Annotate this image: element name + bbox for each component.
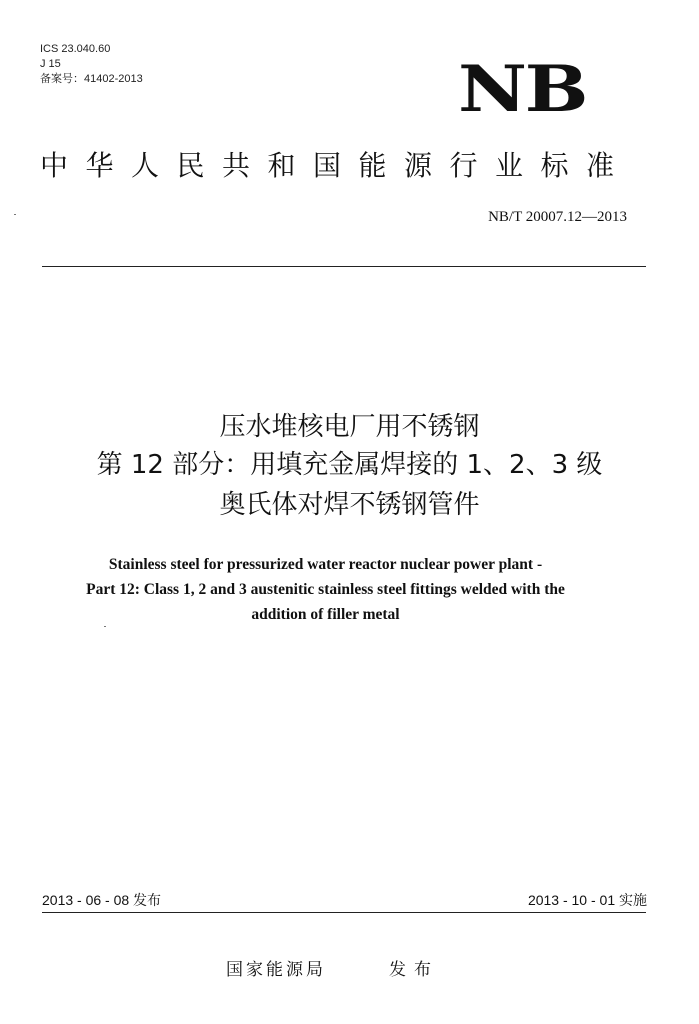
- publish-date: 2013 - 06 - 08 发布: [42, 892, 162, 908]
- en-title-line-3: addition of filler metal: [251, 606, 400, 623]
- footer-divider: [42, 912, 646, 913]
- header-divider: [42, 266, 646, 267]
- cn-title-line-3: 奥氏体对焊不锈钢管件: [219, 490, 480, 520]
- publish-label: 发布: [389, 960, 439, 980]
- nb-logo: NB: [458, 52, 587, 127]
- en-title-line-1: Stainless steel for pressurized water reactor nuclear power plant -: [108, 556, 543, 573]
- scan-speck: [14, 214, 16, 215]
- standard-category-title: 中华人民共和国能源行业标准: [40, 149, 632, 182]
- implement-date: 2013 - 10 - 01 实施: [527, 892, 647, 908]
- ccs-code: J 15: [40, 58, 61, 70]
- cn-title-line-2: 第 12 部分：用填充金属焊接的 1、2、3 级: [96, 450, 603, 480]
- record-number: 备案号：41402-2013: [40, 73, 143, 85]
- scan-speck: [104, 626, 106, 627]
- en-title-line-2: Part 12: Class 1, 2 and 3 austenitic stainless steel fittings welded with the: [86, 581, 565, 598]
- ics-code: ICS 23.040.60: [40, 43, 111, 55]
- publisher-name: 国家能源局: [226, 960, 326, 980]
- standard-number: NB/T 20007.12—2013: [488, 209, 627, 225]
- cn-title-line-1: 压水堆核电厂用不锈钢: [219, 412, 480, 442]
